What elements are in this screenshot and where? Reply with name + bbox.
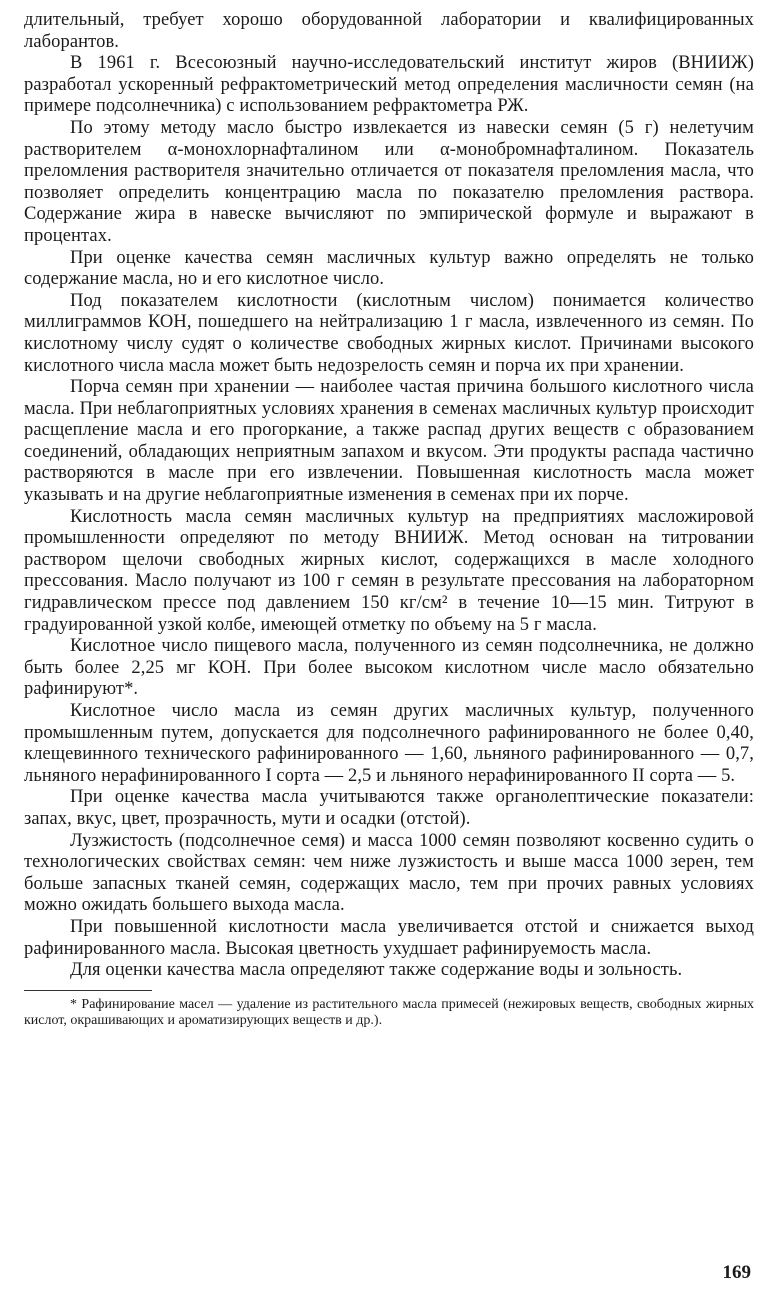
paragraph-quality-assessment: При оценке качества семян масличных культур важно определять не только содержание масла, но и его кислотное число. [24, 247, 754, 290]
paragraph-husk-content: Лузжистость (подсолнечное семя) и масса 1000 семян позволяют косвенно судить о технологических свойствах семян: чем ниже лузжистость и выше масса 1000 зерен, тем больше запасных тканей семян, содержащих масло, тем при прочих равных условиях можно ожидать большего выхода масла. [24, 830, 754, 916]
paragraph-other-crops-acid: Кислотное число масла из семян других масличных культур, полученного промышленным путем, допускается для подсолнечного рафинированного не более 0,40, клещевинного технического рафинированного — 1,60, льняного рафинированного — 0,7, льняного нерафинированного I сорта — 2,5 и льняного нерафинированного II сорта — 5. [24, 701, 754, 786]
paragraph-sunflower-acid-limit: Кислотное число пищевого масла, полученного из семян подсолнечника, не должно быть более 2,25 мг КОН. При более высоком кислотном числе масло обязательно рафинируют*. [24, 636, 754, 700]
paragraph-acidity-method: Кислотность масла семян масличных культур на предприятиях масложировой промышленности определяют по методу ВНИИЖ. Метод основан на титровании раствором щелочи свободных жирных кислот, содержащихся в масле холодного прессования. Масло получают из 100 г семян в результате прессования на лабораторном гидравлическом прессе под давлением 150 кг/см² в течение 10—15 мин. Титруют в градуированной узкой колбе, имеющей отметку по объему на 5 г масла. [24, 506, 754, 635]
footnote: * Рафинирование масел — удаление из растительного масла примесей (нежировых веществ, свободных жирных кислот, окрашивающих и ароматизирующих веществ и др.). [24, 996, 754, 1029]
paragraph-vniizh-method: В 1961 г. Всесоюзный научно-исследовательский институт жиров (ВНИИЖ) разработал ускоренный рефрактометрический метод определения масличности семян (на примере подсолнечника) с использованием рефрактометра РЖ. [24, 53, 754, 117]
paragraph-seed-spoilage: Порча семян при хранении — наиболее частая причина большого кислотного числа масла. При неблагоприятных условиях хранения в семенах масличных культур происходит расщепление масла и его прогоркание, а также распад других веществ с образованием соединений, обладающих неприятным запахом и вкусом. Эти продукты распада частично растворяются в масле при его извлечении. Повышенная кислотность масла может указывать и на другие неблагоприятные изменения в семенах при их порче. [24, 377, 754, 506]
paragraph-water-ash: Для оценки качества масла определяют также содержание воды и зольность. [70, 960, 683, 981]
paragraph-acid-number-definition: Под показателем кислотности (кислотным числом) понимается количество миллиграммов КОН, пошедшего на нейтрализацию 1 г масла, извлеченного из семян. По кислотному числу судят о количестве свободных жирных кислот. Причинами высокого кислотного числа масла может быть недозрелость семян и порча их при хранении. [24, 290, 754, 376]
paragraph-continuation: длительный, требует хорошо оборудованной лаборатории и квалифицированных лаборантов. [24, 10, 754, 52]
book-page [24, 10, 754, 1030]
paragraph-sediment: При повышенной кислотности масла увеличивается отстой и снижается выход рафинированного масла. Высокая цветность ухудшает рафинируемость масла. [24, 916, 754, 959]
paragraph-organoleptic: При оценке качества масла учитываются также органолептические показатели: запах, вкус, цвет, прозрачность, мути и осадки (отстой). [24, 787, 754, 829]
footnote-divider [24, 990, 152, 991]
page-number: 169 [722, 1262, 751, 1283]
paragraph-extraction: По этому методу масло быстро извлекается из навески семян (5 г) нелетучим растворителем α-монохлорнафталином или α-монобромнафталином. Показатель преломления растворителя значительно отличается от показателя преломления масла, что позволяет определить концентрацию масла по показателю преломления раствора. Содержание жира в навеске вычисляют по эмпирической формуле и выражают в процентах. [24, 117, 754, 246]
